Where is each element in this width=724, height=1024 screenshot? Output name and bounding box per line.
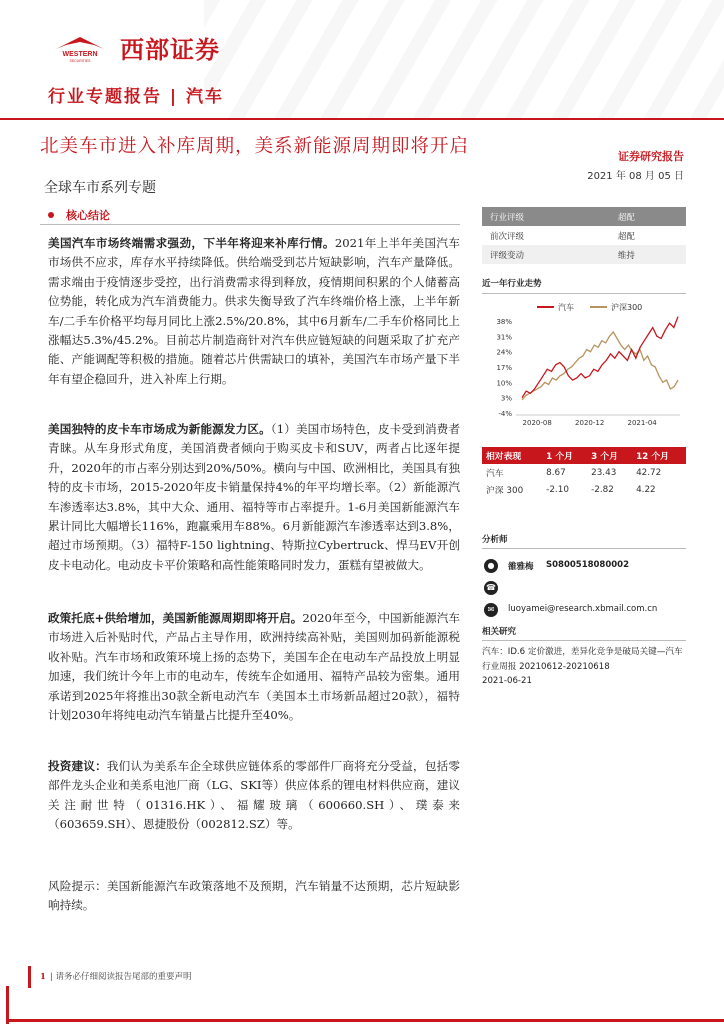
chart-title: 近一年行业走势 [482,277,686,294]
paragraph-investment-advice [48,757,460,835]
analyst-phone-row [482,579,686,601]
rating-table [482,207,686,264]
y-tick-label: 24% [496,348,512,357]
footer-accent [28,966,31,988]
western-logo-icon [48,33,112,63]
rating-value: 维持 [610,245,686,264]
rating-label: 前次评级 [490,231,525,242]
person-icon: ● [484,559,498,573]
y-tick-label: 38% [496,318,512,326]
rating-row [482,207,686,226]
analyst-email-row [482,601,686,623]
rating-row [482,245,686,264]
analyst-section [482,533,686,623]
performance-header: 3 个月 [587,447,632,464]
table-cell: -2.82 [591,484,614,495]
series-line [522,332,678,400]
paragraph-body: 2021年上半年美国汽车市场供不应求，库存水平持续降低。供给端受到芯片短缺影响，汽车产量降低。需求端由于疫情逐步受控，出行消费需求得到释放，疫情期间积累的个人储蓄高位势能，转化成为汽车消费能力。供求失衡导致了汽车终端价格上涨，上半年新车/二手车价格平均每月同比上涨2.5%/20.8%，其中6月新车/二手车价格同比上涨幅达5.3%/45.2%。目前芯片制造商针对汽车供应链短缺的问题采取了扩充产能、产能调配等积极的措施。随着芯片供需缺口的填补，美国汽车市场产量下半年有望企稳回升，进入补库上行期。 [48,236,460,386]
trend-chart-svg [482,299,686,434]
performance-header: 12 个月 [632,447,686,464]
x-tick-label: 2021-04 [627,419,657,427]
report-subtitle: 全球车市系列专题 [44,180,156,196]
rating-label: 行业评级 [482,207,610,226]
paragraph-lead: 投资建议： [48,759,107,773]
company-name: 西部证券 [120,36,220,64]
table-cell: 23.43 [591,467,617,478]
trend-chart [482,299,686,434]
page-number: 1 [40,972,46,982]
logo-en-text: WESTERN [62,50,98,58]
paragraph-body: （1）美国市场特色，皮卡受到消费者青睐。从车身形式角度，美国消费者倾向于购买皮卡和SUV，两者占比逐年提升，2020年的市占率分别达到20%/50%。横向与中国、欧洲相比，美国具有独特的皮卡市场，2015-2020年皮卡销量保持4%的年平均增长率。（2）新能源汽车渗透率达3.8%，其中大众、通用、福特等市占率提升。1-6月美国新能源汽车累计同比大幅增长116%，跑赢乘用车88%。6月新能源汽车渗透率达到3.8%，超过市场预期。（3）福特F-150 lightning、特斯拉Cybertruck、悍马EV开创皮卡电动化。电动皮卡平价策略和高性能策略同时发力，蛋糕有望被做大。 [48,422,460,572]
page-footer: 1 | 请务必仔细阅读报告尾部的重要声明 [40,972,192,982]
table-row [482,481,686,498]
table-cell: 汽车 [486,469,504,479]
rating-row [482,226,686,245]
paragraph-lead: 政策托底+供给增加，美国新能源周期即将开启。 [48,611,303,625]
bullet-dot-icon [48,212,54,218]
y-tick-label: 31% [496,333,512,342]
report-date: 2021 年 08 月 05 日 [587,171,684,182]
sidebar-panel [482,207,686,686]
related-research [482,625,686,689]
analyst-license: S0800518080002 [546,560,630,570]
header-divider [0,118,724,120]
paragraph-lead: 美国独特的皮卡车市场成为新能源发力区。 [48,422,271,436]
related-item[interactable]: 汽车：ID.6 定价激进，差异化竞争是破局关键—汽车行业周报 20210612-20210618 [482,647,683,672]
paragraph-pickup-market [48,420,460,575]
y-tick-label: 17% [496,364,512,372]
x-tick-label: 2020-12 [575,419,605,427]
logo-en-sub-text: SECURITIES [69,58,91,63]
core-heading-label: 核心结论 [66,209,110,222]
performance-header-row [482,447,686,464]
legend-label-auto: 汽车 [558,303,574,312]
table-cell: 4.22 [636,484,656,495]
performance-header: 1 个月 [542,447,587,464]
table-row [482,464,686,481]
rating-label: 评级变动 [482,245,610,264]
legend-label-index: 沪深300 [611,303,643,312]
analyst-email[interactable]: luoyamei@research.xbmail.com.cn [508,604,658,614]
bottom-border [6,1019,724,1022]
paragraph-body: 我们认为美系车企全球供应链体系的零部件厂商将充分受益，包括零部件龙头企业和美系电池厂商（LG、SKI等）供应体系的锂电材料供应商，建议关注耐世特（01316.HK）、福耀玻璃（600660.SH）、璞泰来（603659.SH）、恩捷股份（002812.SZ）等。 [48,759,460,832]
page-header [0,0,724,120]
core-conclusion-heading [40,207,460,225]
related-date: 2021-06-21 [482,676,532,686]
doc-label: 行业专题报告 | 汽车 [48,87,225,107]
analyst-name-row [482,557,686,579]
phone-icon: ☎ [484,581,498,595]
email-icon: ✉ [484,603,498,617]
paragraph-market-demand [48,234,460,389]
series-line [522,317,678,398]
performance-table [482,447,686,498]
table-cell: 8.67 [546,467,566,478]
paragraph-risk [48,877,460,916]
paragraph-policy [48,609,460,725]
header-pattern [204,0,724,120]
paragraph-lead: 美国汽车市场终端需求强劲，下半年将迎来补库行情。 [48,236,335,250]
related-heading: 相关研究 [482,625,686,641]
x-tick-label: 2020-08 [522,419,552,427]
analyst-name: 雒雅梅 [508,562,534,572]
y-tick-label: 3% [500,394,512,403]
y-tick-label: 10% [496,379,512,388]
chart-legend [537,302,642,312]
rating-value: 超配 [617,231,635,242]
report-title: 北美车市进入补库周期，美系新能源周期即将开启 [40,136,470,157]
table-cell: 沪深 300 [486,486,524,496]
table-cell: 42.72 [636,467,662,478]
performance-header: 相对表现 [482,447,542,464]
disclaimer-note: 请务必仔细阅读报告尾部的重要声明 [55,972,192,982]
company-logo [48,30,220,65]
analyst-heading: 分析师 [482,533,686,549]
paragraph-body: 风险提示：美国新能源汽车政策落地不及预期，汽车销量不达预期，芯片短缺影响持续。 [48,879,460,913]
table-cell: -2.10 [546,484,569,495]
rating-value: 超配 [610,207,686,226]
y-tick-label: -4% [498,410,512,418]
report-type: 证券研究报告 [618,150,684,163]
paragraph-body: 2020年至今，中国新能源汽车市场进入后补贴时代，产品占主导作用，欧洲持续高补贴，美国则加码新能源税收补贴。汽车市场和政策环境上扬的态势下，美国车企在电动车产品投放上明显加速，我们统计今年上市的电动车，传统车企如通用、福特产品较为密集。通用承诺到2025年将推出30款全新电动汽车（美国本土市场新品超过20款），福特计划2030年将纯电动汽车销量占比提升至40%。 [48,611,461,723]
